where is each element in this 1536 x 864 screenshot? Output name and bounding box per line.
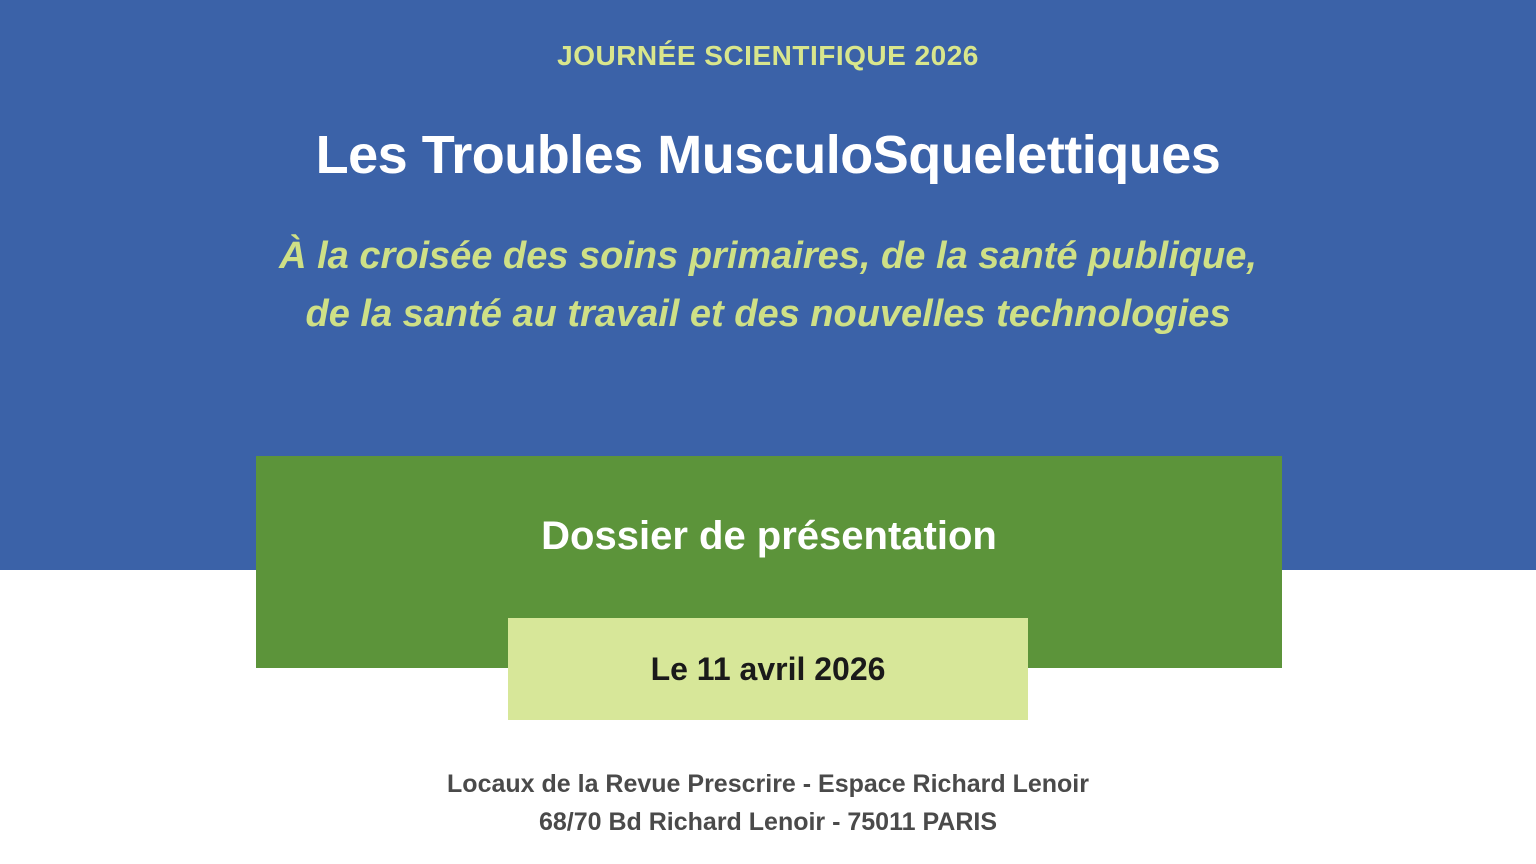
venue-block — [0, 766, 1536, 841]
date-badge-label: Le 11 avril 2026 — [650, 650, 886, 687]
date-badge — [508, 618, 1028, 720]
green-band-label: Dossier de présentation — [541, 514, 997, 558]
venue-line-1: Locaux de la Revue Prescrire - Espace Richard Lenoir — [447, 770, 1089, 798]
page-subtitle — [168, 228, 1368, 344]
venue-line-2: 68/70 Bd Richard Lenoir - 75011 PARIS — [538, 807, 998, 836]
page-title: Les Troubles MusculoSquelettiques — [315, 125, 1221, 185]
subtitle-line-1: À la croisée des soins primaires, de la santé publique, — [279, 235, 1257, 277]
event-eyebrow: JOURNÉE SCIENTIFIQUE 2026 — [557, 40, 979, 71]
subtitle-line-2: de la santé au travail et des nouvelles technologies — [305, 292, 1231, 335]
